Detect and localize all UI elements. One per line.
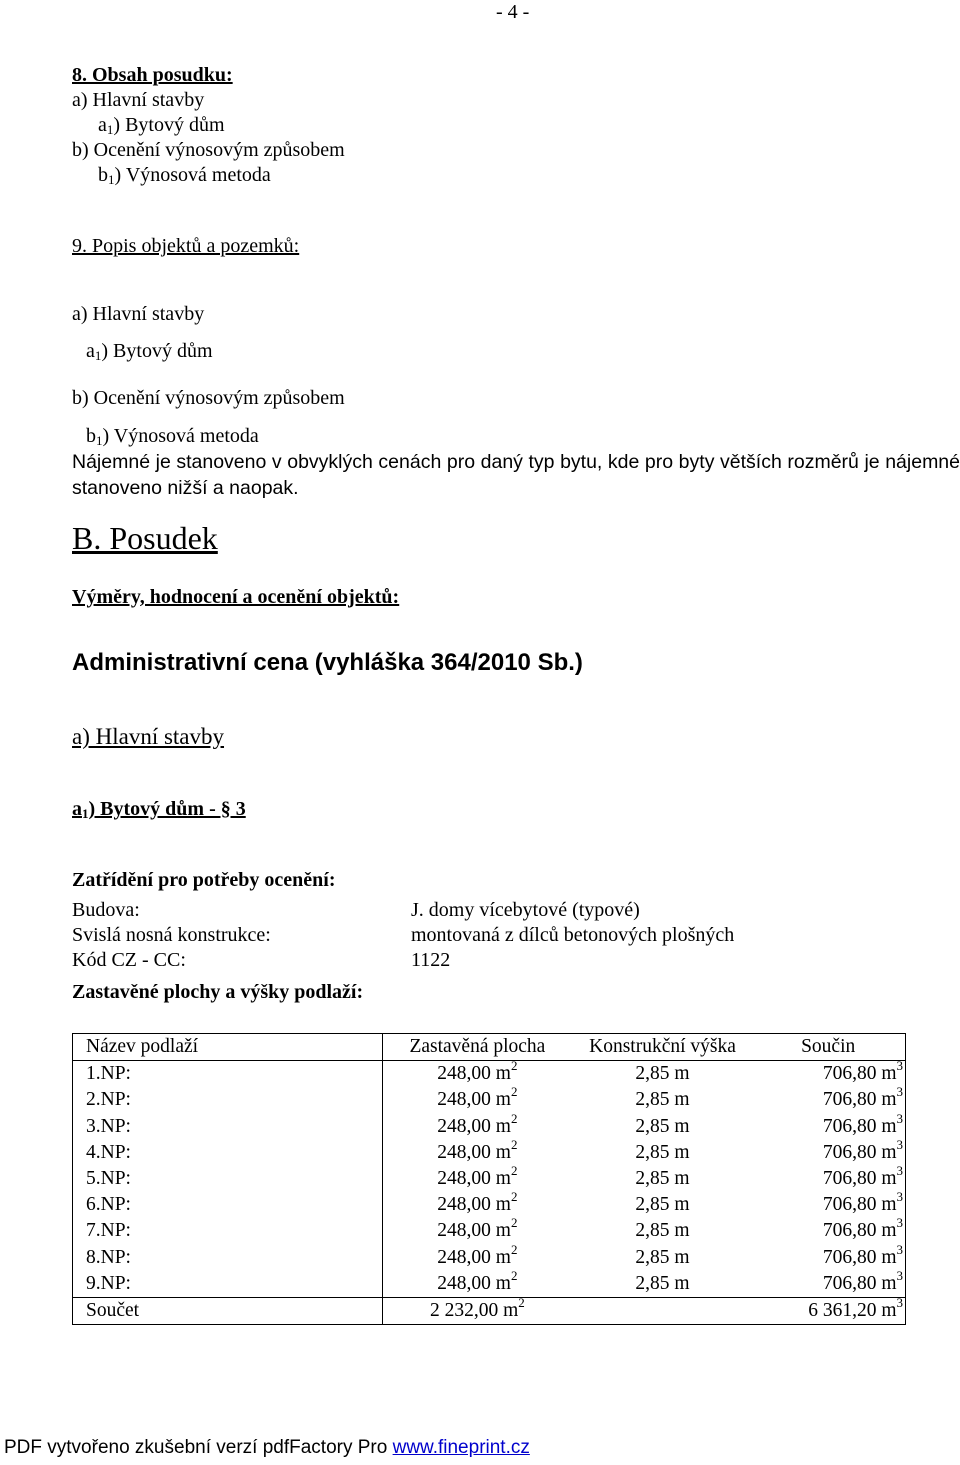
section-9-main-buildings: a) Hlavní stavby [72,303,205,325]
classification-building-value: J. domy vícebytové (typové) [411,899,640,921]
section-8-item-main-buildings: a) Hlavní stavby [72,89,205,111]
floor-height: 2,85 m [635,1141,690,1163]
part-b-title: B. Posudek [72,520,218,556]
floor-product: 706,80 $m^3$ [822,1267,903,1294]
floor-name: 6.NP: [73,1192,383,1218]
section-9-income-valuation: b) Ocenění výnosovým způsobem [72,387,345,409]
rent-paragraph: Nájemné je stanoveno v obvyklých cenách pro daný typ bytu, kde pro byty větších rozměrů je nájemné stanoveno nižší a naopak. [72,451,960,499]
table-row [73,1140,906,1166]
floor-product: 706,80 $m^3$ [822,1163,903,1190]
floor-name: 4.NP: [73,1140,383,1166]
floors-table [72,1033,906,1325]
floor-area: 248,00 $m^2$ [437,1110,518,1137]
footer-link[interactable]: www.fineprint.cz [392,1437,530,1458]
table-row [73,1087,906,1113]
header-floor-name: Název podlaží [73,1034,383,1061]
item-label: Bytový dům [125,114,225,136]
floor-name: 8.NP: [73,1245,383,1271]
floor-height: 2,85 m [635,1194,690,1216]
floor-product: 706,80 $m^3$ [822,1084,903,1111]
total-product: 6 361,20 $m^3$ [753,1297,905,1324]
footer-text: PDF vytvořeno zkušební verzí pdfFactory Pro [4,1437,393,1458]
floor-area: 248,00 $m^2$ [437,1163,518,1190]
floor-area: 248,00 $m^2$ [437,1189,518,1216]
floor-rows [73,1058,906,1298]
classification-code-value: 1122 [411,949,451,971]
total-label: Součet [73,1297,383,1324]
header-built-area: Zastavěná plocha [383,1034,572,1061]
total-height [572,1297,754,1324]
floor-product: 706,80 $m^3$ [822,1215,903,1242]
table-row [73,1166,906,1192]
section-8-item-residential: $a_1$) Bytový dům [98,114,225,137]
section-8-item-income-method: $b_1$) Výnosová metoda [98,164,271,187]
floor-height: 2,85 m [635,1089,690,1111]
administrative-price-heading: Administrativní cena (vyhláška 364/2010 Sb.) [72,649,583,676]
floor-height: 2,85 m [635,1220,690,1242]
floor-height: 2,85 m [635,1115,690,1137]
classification-building-label: Budova: [72,899,140,921]
sub-prefix: a [98,114,107,136]
floor-product: 706,80 $m^3$ [822,1110,903,1137]
section-8-item-income: b) Ocenění výnosovým způsobem [72,139,345,161]
floor-area: 248,00 $m^2$ [437,1241,518,1268]
floor-area: 248,00 $m^2$ [437,1136,518,1163]
floor-area: 248,00 $m^2$ [437,1084,518,1111]
table-row [73,1061,906,1088]
part-b-subtitle: Výměry, hodnocení a ocenění objektů: [72,586,400,608]
floor-name: 9.NP: [73,1271,383,1298]
floor-product: 706,80 $m^3$ [822,1241,903,1268]
sub-index: 1 [108,172,115,187]
floor-area: 248,00 $m^2$ [437,1267,518,1294]
floor-height: 2,85 m [635,1063,690,1085]
classification-code-label: Kód CZ - CC: [72,949,186,971]
section-9-title: 9. Popis objektů a pozemků: [72,235,300,257]
floor-height: 2,85 m [635,1246,690,1268]
classification-title: Zatřídění pro potřeby ocenění: [72,869,336,891]
built-up-areas-title: Zastavěné plochy a výšky podlaží: [72,981,364,1003]
floor-name: 1.NP: [73,1061,383,1088]
floor-height: 2,85 m [635,1272,690,1294]
floor-product: 706,80 $m^3$ [822,1058,903,1085]
floor-product: 706,80 $m^3$ [822,1189,903,1216]
table-total-row [73,1297,906,1324]
floor-area: 248,00 $m^2$ [437,1215,518,1242]
floor-height: 2,85 m [635,1168,690,1190]
sub-prefix: b [98,164,108,186]
section-9-residential-building: $a_1$) Bytový dům [86,340,213,363]
table-row [73,1114,906,1140]
table-row [73,1218,906,1244]
floor-product: 706,80 $m^3$ [822,1136,903,1163]
floor-area: 248,00 $m^2$ [437,1058,518,1085]
classification-structure-label: Svislá nosná konstrukce: [72,924,271,946]
header-product: Součin [753,1034,905,1061]
classification-structure-value: montovaná z dílců betonových plošných [411,924,735,946]
section-8-title: 8. Obsah posudku: [72,64,233,86]
part-b-residential-building: $a_1$) Bytový dům - § 3 [72,798,246,821]
table-row [73,1271,906,1298]
total-area: 2 232,00 $m^2$ [383,1297,572,1324]
floor-name: 7.NP: [73,1218,383,1244]
table-row [73,1192,906,1218]
part-b-main-buildings: a) Hlavní stavby [72,724,225,749]
page-number: - 4 - [496,1,530,23]
pdf-footer [4,1437,530,1459]
sub-index: 1 [106,122,114,137]
section-9-income-method: $b_1$) Výnosová metoda [86,425,259,448]
item-label: Výnosová metoda [125,164,271,186]
floor-name: 2.NP: [73,1087,383,1113]
floor-name: 5.NP: [73,1166,383,1192]
header-height: Konstrukční výška [572,1034,754,1061]
table-row [73,1245,906,1271]
table-header-row [73,1034,906,1061]
floor-name: 3.NP: [73,1114,383,1140]
